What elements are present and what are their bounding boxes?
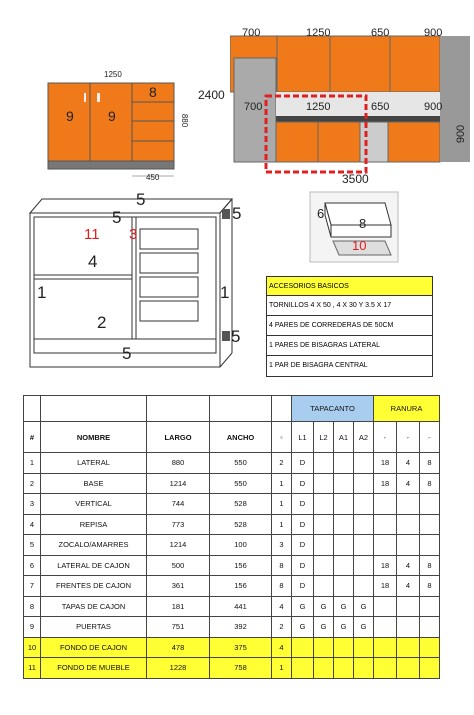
cell-qty: 8 [272,576,292,597]
kitchen-900-mid-label: 900 [424,101,443,113]
col-r3-header: ⌐ [420,422,440,453]
cell-r2 [397,596,420,617]
cell-a2 [354,453,374,474]
cell-n: 7 [24,576,41,597]
kitchen-900-top-label: 900 [424,27,443,39]
cell-qty: 2 [272,617,292,638]
cab-5-side-label: 5 [231,327,241,346]
cell-l1: G [292,596,314,617]
cell-r3: 8 [420,453,440,474]
cell-r3: 8 [420,576,440,597]
cell-r3: 8 [420,555,440,576]
cell-l1 [292,658,314,679]
table-group-row [24,396,440,422]
cab-3-label: 3 [129,226,138,243]
dim-880-label: 880 [180,113,190,128]
table-row [24,473,440,494]
drawer-8-part-label: 8 [359,216,367,231]
ranura-header: RANURA [374,396,440,422]
col-l2-header: L2 [314,422,334,453]
cell-largo: 880 [147,453,210,474]
col-a1-header: A1 [334,422,354,453]
col-a2-header: A2 [354,422,374,453]
cell-a2 [354,473,374,494]
cell-largo: 1228 [147,658,210,679]
cell-qty: 1 [272,514,292,535]
cell-nombre: BASE [41,473,147,494]
kitchen-700-mid-label: 700 [244,101,263,113]
table-body [24,453,440,679]
cell-l1: D [292,576,314,597]
accessories-title: ACCESORIOS BASICOS [267,277,432,296]
cell-r3 [420,637,440,658]
cell-a2 [354,576,374,597]
cell-ancho: 156 [210,576,272,597]
cell-r1 [374,596,397,617]
cabinet-front-elevation [40,78,190,188]
cell-r3: 8 [420,473,440,494]
cell-n: 9 [24,617,41,638]
accessories-box [266,276,433,377]
dim-1250-label: 1250 [104,70,122,79]
kitchen-650-top-label: 650 [371,27,390,39]
cabinet-structure-drawing [20,193,245,373]
cell-r3 [420,494,440,515]
cell-a1 [334,453,354,474]
cell-l2 [314,514,334,535]
cell-largo: 500 [147,555,210,576]
cell-r1 [374,514,397,535]
cell-r1: 18 [374,453,397,474]
cab-11-label: 11 [84,226,100,243]
cab-5-bottom-label: 5 [122,344,132,363]
kitchen-2400-label: 2400 [198,88,225,102]
cell-r2: 4 [397,555,420,576]
table-row [24,576,440,597]
cell-r2 [397,514,420,535]
cell-r1 [374,535,397,556]
cell-n: 10 [24,637,41,658]
cell-a1 [334,535,354,556]
dim-450-label: 450 [146,173,160,182]
col-num-header: # [24,422,41,453]
cell-l2 [314,453,334,474]
cell-a1 [334,473,354,494]
col-qty-header: ≡ [272,422,292,453]
cell-nombre: LATERAL [41,453,147,474]
kitchen-700-top-label: 700 [242,27,261,39]
cell-a1 [334,637,354,658]
cell-n: 4 [24,514,41,535]
cell-l2 [314,555,334,576]
cell-largo: 773 [147,514,210,535]
cell-a2 [354,535,374,556]
cell-a2 [354,658,374,679]
cell-qty: 1 [272,494,292,515]
cell-l2 [314,658,334,679]
cell-qty: 3 [272,535,292,556]
cell-qty: 2 [272,453,292,474]
cab-5-inner-label: 5 [112,208,122,227]
cell-r3 [420,535,440,556]
cell-ancho: 550 [210,453,272,474]
cell-r1 [374,658,397,679]
cell-nombre: FRENTES DE CAJON [41,576,147,597]
cell-ancho: 375 [210,637,272,658]
table-row [24,596,440,617]
cell-a1 [334,658,354,679]
cell-largo: 361 [147,576,210,597]
cell-nombre: FONDO DE MUEBLE [41,658,147,679]
cell-r1: 18 [374,576,397,597]
cell-l2 [314,535,334,556]
cell-a1 [334,494,354,515]
cell-a2 [354,514,374,535]
cell-r3 [420,617,440,638]
cell-r2 [397,494,420,515]
cell-r1: 18 [374,555,397,576]
cell-nombre: ZOCALO/AMARRES [41,535,147,556]
cell-r1 [374,637,397,658]
table-row [24,535,440,556]
accessory-item: TORNILLOS 4 X 50 , 4 X 30 Y 3.5 X 17 [267,296,432,316]
cell-nombre: PUERTAS [41,617,147,638]
cell-ancho: 528 [210,494,272,515]
cell-r2 [397,658,420,679]
cell-l2: G [314,596,334,617]
cell-ancho: 100 [210,535,272,556]
cell-ancho: 758 [210,658,272,679]
cell-nombre: LATERAL DE CAJON [41,555,147,576]
cab-1-right-label: 1 [220,283,230,302]
cell-largo: 181 [147,596,210,617]
cell-l1: D [292,453,314,474]
cell-l1: G [292,617,314,638]
kitchen-900-side-label: 900 [455,124,468,144]
drawer-6-label: 6 [317,206,325,221]
col-l1-header: L1 [292,422,314,453]
cell-a1: G [334,596,354,617]
cell-n: 5 [24,535,41,556]
cab-2-label: 2 [97,313,107,332]
cell-a2 [354,637,374,658]
col-r1-header: ⌐ [374,422,397,453]
cell-nombre: FONDO DE CAJON [41,637,147,658]
cell-n: 11 [24,658,41,679]
col-ancho-header: ANCHO [210,422,272,453]
cell-l2 [314,576,334,597]
table-header-row [24,422,440,453]
drawer-8-label: 8 [149,84,157,100]
accessory-item: 1 PARES DE BISAGRAS LATERAL [267,336,432,356]
cell-r2: 4 [397,576,420,597]
cell-l2 [314,494,334,515]
cell-n: 8 [24,596,41,617]
cell-a1 [334,576,354,597]
cell-ancho: 528 [210,514,272,535]
cell-n: 1 [24,453,41,474]
cell-largo: 1214 [147,473,210,494]
cell-l1: D [292,494,314,515]
cell-a2: G [354,596,374,617]
cell-r1 [374,617,397,638]
col-nombre-header: NOMBRE [41,422,147,453]
cell-largo: 751 [147,617,210,638]
table-row [24,555,440,576]
cell-r3 [420,658,440,679]
cell-l2: G [314,617,334,638]
table-row [24,494,440,515]
cell-l2 [314,473,334,494]
cab-1-left-label: 1 [37,283,47,302]
cell-n: 3 [24,494,41,515]
cell-nombre: TAPAS DE CAJON [41,596,147,617]
cell-r2: 4 [397,453,420,474]
kitchen-650-mid-label: 650 [371,101,390,113]
tapacanto-header: TAPACANTO [292,396,374,422]
cell-a2: G [354,617,374,638]
cell-r2: 4 [397,473,420,494]
cell-a2 [354,494,374,515]
cell-a1: G [334,617,354,638]
cell-n: 2 [24,473,41,494]
cell-r3 [420,514,440,535]
cell-r2 [397,617,420,638]
accessory-item: 1 PAR DE BISAGRA CENTRAL [269,362,368,369]
table-row [24,617,440,638]
cell-qty: 1 [272,658,292,679]
cell-r2 [397,535,420,556]
cell-qty: 1 [272,473,292,494]
cell-ancho: 550 [210,473,272,494]
cut-list-table [23,395,440,679]
table-row [24,453,440,474]
table-row [24,637,440,658]
cell-a1 [334,514,354,535]
door-9-left-label: 9 [66,108,74,124]
cell-qty: 4 [272,596,292,617]
door-9-right-label: 9 [108,108,116,124]
col-r2-header: ⌐ [397,422,420,453]
cell-ancho: 156 [210,555,272,576]
cell-qty: 8 [272,555,292,576]
cell-a1 [334,555,354,576]
cell-l2 [314,637,334,658]
cell-l1: D [292,555,314,576]
cell-ancho: 392 [210,617,272,638]
cell-qty: 4 [272,637,292,658]
cell-largo: 744 [147,494,210,515]
table-row [24,514,440,535]
cell-nombre: REPISA [41,514,147,535]
cell-r2 [397,637,420,658]
cell-l1: D [292,514,314,535]
cab-5-top-label: 5 [136,190,146,209]
cell-ancho: 441 [210,596,272,617]
accessory-item: 4 PARES DE CORREDERAS DE 50CM [267,316,432,336]
cell-l1 [292,637,314,658]
cell-l1: D [292,473,314,494]
cell-n: 6 [24,555,41,576]
cell-largo: 478 [147,637,210,658]
kitchen-1250-mid-label: 1250 [306,101,331,113]
cell-r1: 18 [374,473,397,494]
drawer-10-label: 10 [352,238,367,253]
cell-l1: D [292,535,314,556]
cell-r1 [374,494,397,515]
table-row [24,658,440,679]
cab-5-right-label: 5 [232,204,242,223]
kitchen-3500-label: 3500 [342,172,369,186]
cell-nombre: VERTICAL [41,494,147,515]
cell-largo: 1214 [147,535,210,556]
col-largo-header: LARGO [147,422,210,453]
cab-4-label: 4 [88,252,98,271]
cell-a2 [354,555,374,576]
kitchen-1250-top-label: 1250 [306,27,331,39]
cell-r3 [420,596,440,617]
